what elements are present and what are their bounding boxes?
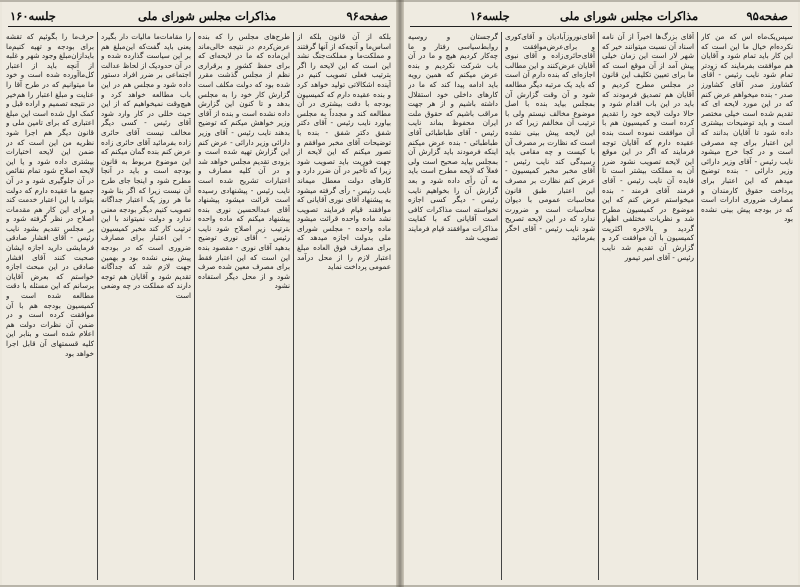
column-rule bbox=[194, 32, 195, 580]
right-column-1 bbox=[701, 32, 793, 584]
column-rule bbox=[501, 32, 502, 580]
right-page-number: صفحه‌۹۵ bbox=[746, 9, 788, 23]
column-rule bbox=[97, 32, 98, 580]
right-column-2-text: آقای بزرگ‌ها اخیراً از آن نامه اسناد آن نسبت میتوانند خیر که شهر لار است این زمان خیلی پیش آمد از آن موقع است که ما برای تعیین تکلیف این قانون در مجلس مطرح کردیم و آقایان هم تصدیق فرمودند که باید در این باب اقدام شود و حالا دولت لایحه خود را تقدیم کرده است و کمیسیون هم با آن موافقت نموده است بنده عقیده دارم که آقایان توجه فرمایند که اگر در این موقع این لایحه تصویب نشود ضرر آن به مملکت بیشتر است تا فایده آن نایب رئیس - آقای فرمند آقای فرمند - بنده میخواستم عرض کنم که این موضوع در کمیسیون مطرح شد و نظریات مختلفی اظهار گردید و بالاخره اکثریت کمیسیون با آن موافقت کرد و گزارش آن تقدیم شد نایب رئیس - آقای امیر تیمور bbox=[602, 32, 694, 262]
left-column-3-text: را مقامات‌ما مالیات دار بگیرد یعنی باید گفت‌که این‌مبلغ هم بر این سیاست گذارده شده و در آن حدود‌یک از لحاظ عدالت اجتماعی بر ضرر افراد دستور داده شود و مجلس هم در این باب مطالعه خواهد کرد و هیچ‌وقت نمیخواهیم که از این حیث خللی در کار وارد شود آقای رئیس - کسی دیگر مخالف نیست آقای حائری زاده بفرمائید آقای حائری زاده عرض کنم بنده گمان میکنم که این موضوع مربوط به قانون بودجه است و باید در آنجا مطرح شود و اینجا جای طرح آن نیست زیرا که اگر بنا شود ما هر روز یک اعتبار جداگانه تصویب کنیم دیگر بودجه معنی ندارد و دولت نمیتواند با این ترتیب کار کند مخبر کمیسیون - این اعتبار برای مصارف ضروری است که در بودجه پیش بینی نشده بود و بهمین جهت لازم شد که جداگانه تقدیم شود و آقایان هم توجه دارند که مملکت در چه وضعی است bbox=[101, 32, 191, 301]
left-page-session: جلسه‌۱۶۰ bbox=[10, 9, 56, 23]
column-rule bbox=[598, 32, 599, 580]
fold-shadow bbox=[0, 0, 800, 2]
right-page-title: مذاکرات مجلس شورای ملی bbox=[560, 9, 699, 23]
left-page bbox=[2, 2, 396, 585]
right-page-header bbox=[410, 6, 792, 27]
right-column-3 bbox=[505, 32, 595, 584]
page-gutter bbox=[396, 0, 404, 587]
right-page-session: جلسه‌۱۶ bbox=[470, 9, 510, 23]
left-column-4-text: حرف‌ما را بگوئیم که تقشه برای بودجه و تهیه کنیم‌ما بایدازان‌مبلغ وجود شهر و غلبه از آنچه باید از اعتبار کل‌ماآورده شده است و خود ما میتوانیم که در طرح آقا را عنایت و مبلغ اعتبار را هم‌خیر در نتیجه تصمیم و اراده قبل و کمک اول شده است این مبلغ اعتباری که برای تامین ملی و قانون دیگر هم اجرا شود نظریه من این است که در ضمن این لایحه اختیارات بیشتری داده شود و یا این لایحه اصلاح شود تمام نقائص در آن جلوگیری شود و در آن جمیع ما عقیده دارم که دولت بتواند با این اعتبار خدمت کند و برای این کار هم مقدمات اصلاح در نظر گرفته شود و بر مجلس تقدیم بشود نایب رئیس - آقای افشار صادقی فرمایشی دارید اجازه ایشان صحبت کنند آقای افشار صادقی در این مبحث اجازه خواستم که بعرض آقایان برسانم که این مسئله با دقت مطالعه شده است و کمیسیون بودجه هم با آن موافقت کرده است و در ضمن آن نظرات دولت هم اعلام شده است و بنابر این کلیه قسمتهای آن قابل اجرا خواهد بود bbox=[6, 32, 94, 358]
left-column-1-text: بلکه از آن قانون بلکه از اساس‌ما و آنچه‌که از آنها گرفتند و مملکت‌ما و مملکت‌جنگ نشد این است که این لایحه را اگر بترتیب فعلی تصویب کنیم در آینده اشکالاتی تولید خواهد کرد و بنده عقیده دارم که کمیسیون بودجه با دقت بیشتری در آن مطالعه کند و مجدداً به مجلس بیاورد نایب رئیس - آقای دکتر شفق دکتر شفق - بنده با توضیحات آقای مخبر موافقم و تصور میکنم که این لایحه از جهت فوریت باید تصویب شود زیرا که تأخیر در آن ضرر دارد و کارهای دولت معطل میماند نایب رئیس - رأی گرفته میشود به پیشنهاد آقای نوری آقایانی که موافقند قیام فرمایند تصویب نشد ماده واحده قرائت میشود ماده واحده - مجلس شورای ملی بدولت اجازه میدهد که برای مصارف فوق العاده مبلغ اعتبار لازم را از محل درآمد عمومی پرداخت نماید bbox=[297, 32, 391, 272]
left-page-title: مذاکرات مجلس شورای ملی bbox=[138, 9, 277, 23]
left-column-2 bbox=[198, 32, 290, 584]
left-column-1 bbox=[297, 32, 391, 584]
column-rule bbox=[697, 32, 698, 580]
left-page-number: صفحه‌۹۶ bbox=[346, 9, 388, 23]
right-column-4 bbox=[408, 32, 498, 584]
right-page bbox=[404, 2, 798, 585]
left-page-header bbox=[8, 6, 390, 27]
right-column-3-text: آقای‌نوروز‌آبادیان و آقای‌کوری و برای‌عرض‌موافقت و آقای‌حائری‌زاده و آقای نبوی آقایان عرض‌کنند و این مطالب اجازه‌ای که بنده دارم آن است که باید یک مرتبه دیگر مطالعه شود و آن وقت گزارش آن بمجلس بیاید بنده با اصل موضوع مخالف نیستم ولی با ترتیب آن مخالفم زیرا که در این لایحه پیش بینی نشده است که نظارت بر مصرف آن با کیست و چه مقامی باید رسیدگی کند نایب رئیس - آقای مخبر مخبر کمیسیون - عرض کنم نظارت بر مصرف این اعتبار طبق قانون محاسبات عمومی با دیوان محاسبات است و ضرورت ندارد که در این لایحه تصریح شود نایب رئیس - آقای اخگر بفرمائید bbox=[505, 32, 595, 243]
column-rule bbox=[293, 32, 294, 580]
right-column-2 bbox=[602, 32, 694, 584]
right-column-1-text: سپس‌یک‌ماه‌ اس‌ که‌ من‌ کار نکرده‌ام خیال ما این است که این کار باید تمام شود و آقایان هم موافقت بفرمایند که زودتر تمام شود نایب رئیس - آقای کشاورز صدر آقای کشاورز صدر - بنده میخواهم عرض کنم که در این مورد لایحه ای که تقدیم شده است خیلی مختصر است و باید توضیحات بیشتری داده شود تا آقایان بدانند که این اعتبار برای چه مصرفی است و در کجا خرج میشود نایب رئیس - آقای وزیر دارائی وزیر دارائی - بنده توضیح میدهم که این اعتبار برای پرداخت حقوق کارمندان و مصارف ضروری ادارات است که در بودجه پیش بینی نشده بود bbox=[701, 32, 793, 224]
left-column-3 bbox=[101, 32, 191, 584]
left-column-2-text: طرح‌های مجلس را که بنده عرض‌کردم در نتیجه خالی‌ماند این‌ماده که ما در لایحه‌ای که برای حفظ کشور و برقراری نظم از مجلس گذشت مقرر شده بود که دولت مکلف است گزارش کار خود را به مجلس بدهد و تا کنون این گزارش داده نشده است و بنده از آقای وزیر خواهش میکنم که توضیح بدهند نایب رئیس - آقای وزیر دارائی وزیر دارائی - عرض کنم این گزارش تهیه شده است و بزودی تقدیم مجلس خواهد شد و در آن کلیه مصارف و اعتبارات تشریح شده است نایب رئیس - پیشنهادی رسیده است قرائت میشود پیشنهاد آقای عبدالحسین نوری بنده پیشنهاد میکنم که ماده واحده بترتیب زیر اصلاح شود نایب رئیس - آقای نوری توضیح بدهید آقای نوری - مقصود بنده این است که این اعتبار فقط برای مصرف معین شده صرف شود و از محل دیگر استفاده نشود bbox=[198, 32, 290, 291]
right-column-4-text: گرجستان و روسیه روابط‌سیاسی رفتار و ما چه‌کار کردیم هیچ و ما در آن باب شرکت نکردیم و بنده عرض میکنم که همین رویه باید ادامه پیدا کند که ما در کارهای داخلی خود استقلال داشته باشیم و از هر جهت مراقب باشیم که حقوق ملت ایران محفوظ بماند نایب رئیس - آقای طباطبائی آقای طباطبائی - بنده عرض میکنم اینکه فرمودند باید گزارش آن بمجلس بیاید صحیح است ولی فعلاً که لایحه مطرح است باید به آن رأی داده شود و بعد گزارش آن را بخواهیم نایب رئیس - دیگر کسی اجازه نخواسته است مذاکرات کافی است آقایانی که با کفایت مذاکرات موافقند قیام فرمایند تصویب شد bbox=[408, 32, 498, 243]
left-column-4 bbox=[6, 32, 94, 584]
